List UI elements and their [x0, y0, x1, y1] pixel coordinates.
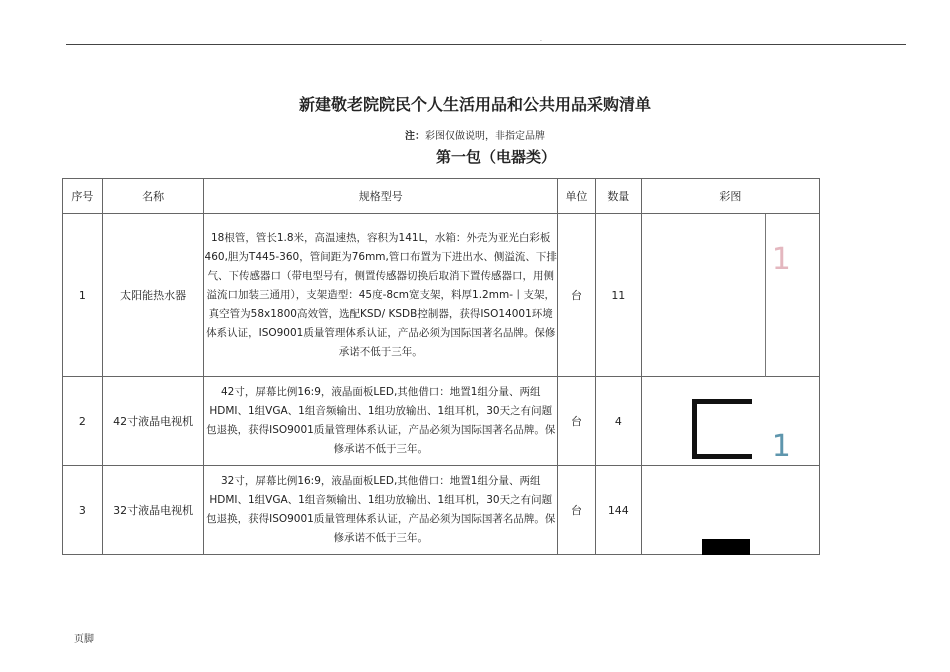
image-placeholder-label: 1 — [771, 242, 791, 277]
document-title: 新建敬老院院民个人生活用品和公共用品采购清单 — [298, 95, 651, 114]
row-spec: 42寸，屏幕比例16:9，液晶面板LED,其他借口：地置1组分量、两组HDMI、1组VGA、1组音频输出、1组功放输出、1组耳机，30天之有问题包退换，获得ISO9001质量管理体系认证，产品必须为国际国著名品牌。保修承诺不低于三年。 — [204, 377, 558, 466]
row-image-cell — [641, 466, 819, 555]
row-spec: 32寸，屏幕比例16:9，液晶面板LED,其他借口：地置1组分量、两组HDMI、1组VGA、1组音频输出、1组功放输出、1组耳机，30天之有问题包退换，获得ISO9001质量管理体系认证，产品必须为国际国著名品牌。保修承诺不低于三年。 — [204, 466, 558, 555]
header-no: 序号 — [63, 179, 103, 214]
header-image: 彩图 — [641, 179, 819, 214]
table-row — [63, 214, 820, 377]
package-heading — [0, 146, 950, 167]
note — [0, 127, 950, 142]
header-unit: 单位 — [558, 179, 596, 214]
row-name: 32寸液晶电视机 — [102, 466, 204, 555]
row-no: 2 — [63, 377, 103, 466]
header-qty: 数量 — [595, 179, 641, 214]
image-placeholder-label: 1 — [771, 429, 791, 464]
table-row — [63, 377, 820, 466]
header-rule — [66, 44, 906, 45]
row-qty: 144 — [595, 466, 641, 555]
header-spec: 规格型号 — [204, 179, 558, 214]
table-row — [63, 466, 820, 555]
row-name: 太阳能热水器 — [102, 214, 204, 377]
row-unit: 台 — [558, 466, 596, 555]
row-spec: 18根管，管长1.8米，高温速热，容积为141L，水箱：外壳为亚光白彩板460,胆为T445-360，管间距为76mm,管口布置为下进出水、侧溢流、下排气、下传感器口（带电型号有，侧置传感器切换后取消下置传感器口，用侧溢流口加装三通用），支架造型：45度-8cm宽支架，料厚1.2mm-丨支架，真空管为58x1800高效管，选配KSD/ KSDB控制器，获得ISO14001环境体系认证，ISO9001质量管理体系认证，产品必须为国际国著名品牌。保修承诺不低于三年。 — [204, 214, 558, 377]
image-divider — [765, 214, 766, 377]
note-label: 注： — [405, 131, 425, 142]
image-placeholder-graphic — [702, 539, 750, 555]
row-unit: 台 — [558, 214, 596, 377]
row-no: 3 — [63, 466, 103, 555]
page-footer: 页脚 — [74, 634, 94, 645]
procurement-table — [62, 178, 820, 555]
row-image-cell — [641, 377, 819, 466]
row-name: 42寸液晶电视机 — [102, 377, 204, 466]
row-no: 1 — [63, 214, 103, 377]
header-name: 名称 — [102, 179, 204, 214]
row-unit: 台 — [558, 377, 596, 466]
row-qty: 11 — [595, 214, 641, 377]
package-label: 第一包（电器类） — [435, 148, 556, 166]
row-qty: 4 — [595, 377, 641, 466]
header-mark: . — [540, 36, 542, 43]
table-header-row — [63, 179, 820, 214]
row-image-cell — [641, 214, 819, 377]
image-placeholder-graphic — [692, 399, 752, 459]
note-text: 彩图仅做说明，非指定品牌 — [425, 131, 545, 142]
